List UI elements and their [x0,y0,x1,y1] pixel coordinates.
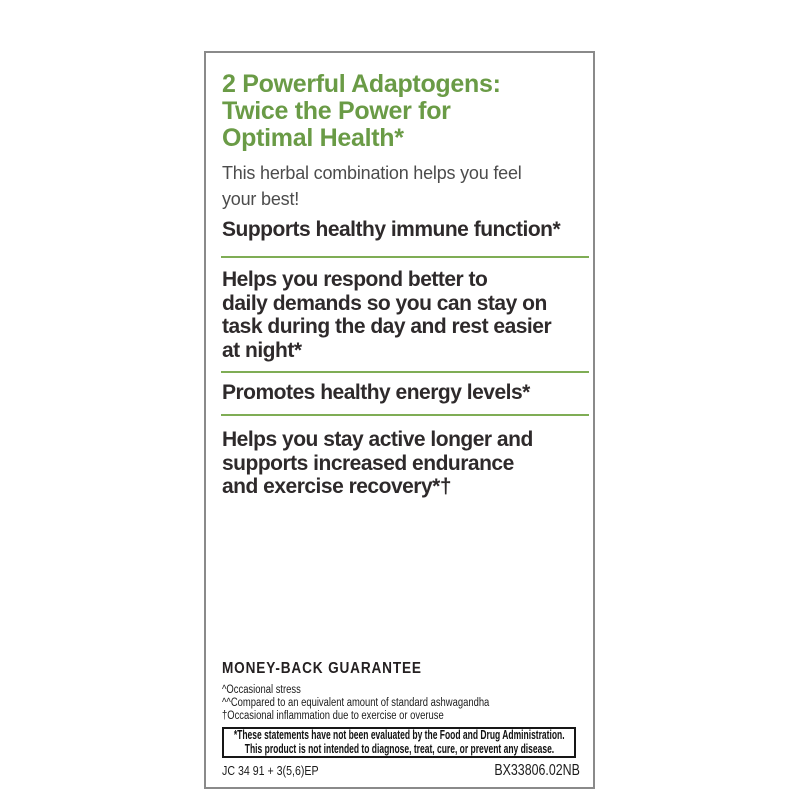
benefit-line: Helps you respond better to [222,268,488,291]
heading-line: 2 Powerful Adaptogens: [222,70,501,98]
benefit-energy [222,381,530,405]
money-back-guarantee-title: MONEY-BACK GUARANTEE [222,660,422,677]
benefit-line: daily demands so you can stay on [222,291,547,315]
lot-code: JC 34 91 + 3(5,6)EP [222,764,319,778]
label-panel [204,51,595,789]
benefit-line: at night* [222,338,302,362]
intro-line: your best! [222,189,300,209]
benefit-line: task during the day and rest easier [222,315,552,338]
benefit-immune [222,218,560,242]
benefit-line: supports increased endurance [222,451,514,475]
benefit-endurance [222,428,533,499]
disclaimer-line: *These statements have not been evaluated by the Food and Drug Administration. [233,728,565,742]
green-divider [221,414,589,416]
benefit-line: and exercise recovery*† [222,475,452,498]
intro-text [222,160,522,212]
benefit-daily-demands [222,268,551,362]
benefit-line: Helps you stay active longer and [222,428,533,451]
box-code: BX33806.02NB [494,762,580,779]
panel-heading [222,71,501,152]
benefit-line: Promotes healthy energy levels* [222,381,530,404]
green-divider [221,256,589,258]
intro-line: This herbal combination helps you feel [222,163,522,183]
disclaimer-line: This product is not intended to diagnose, treat, cure, or prevent any disease. [244,741,554,756]
green-divider [221,371,589,373]
footnotes [222,684,489,724]
benefit-line: Supports healthy immune function* [222,218,561,241]
footnote-line: †Occasional inflammation due to exercise or overuse [222,710,444,723]
heading-line: Twice the Power for [222,97,451,125]
fda-disclaimer-box [222,727,576,758]
heading-line: Optimal Health* [222,124,404,152]
footnote-line: ^Occasional stress [222,684,301,696]
footnote-line: ^^Compared to an equivalent amount of standard ashwagandha [222,697,490,710]
production-codes-row [222,762,580,780]
